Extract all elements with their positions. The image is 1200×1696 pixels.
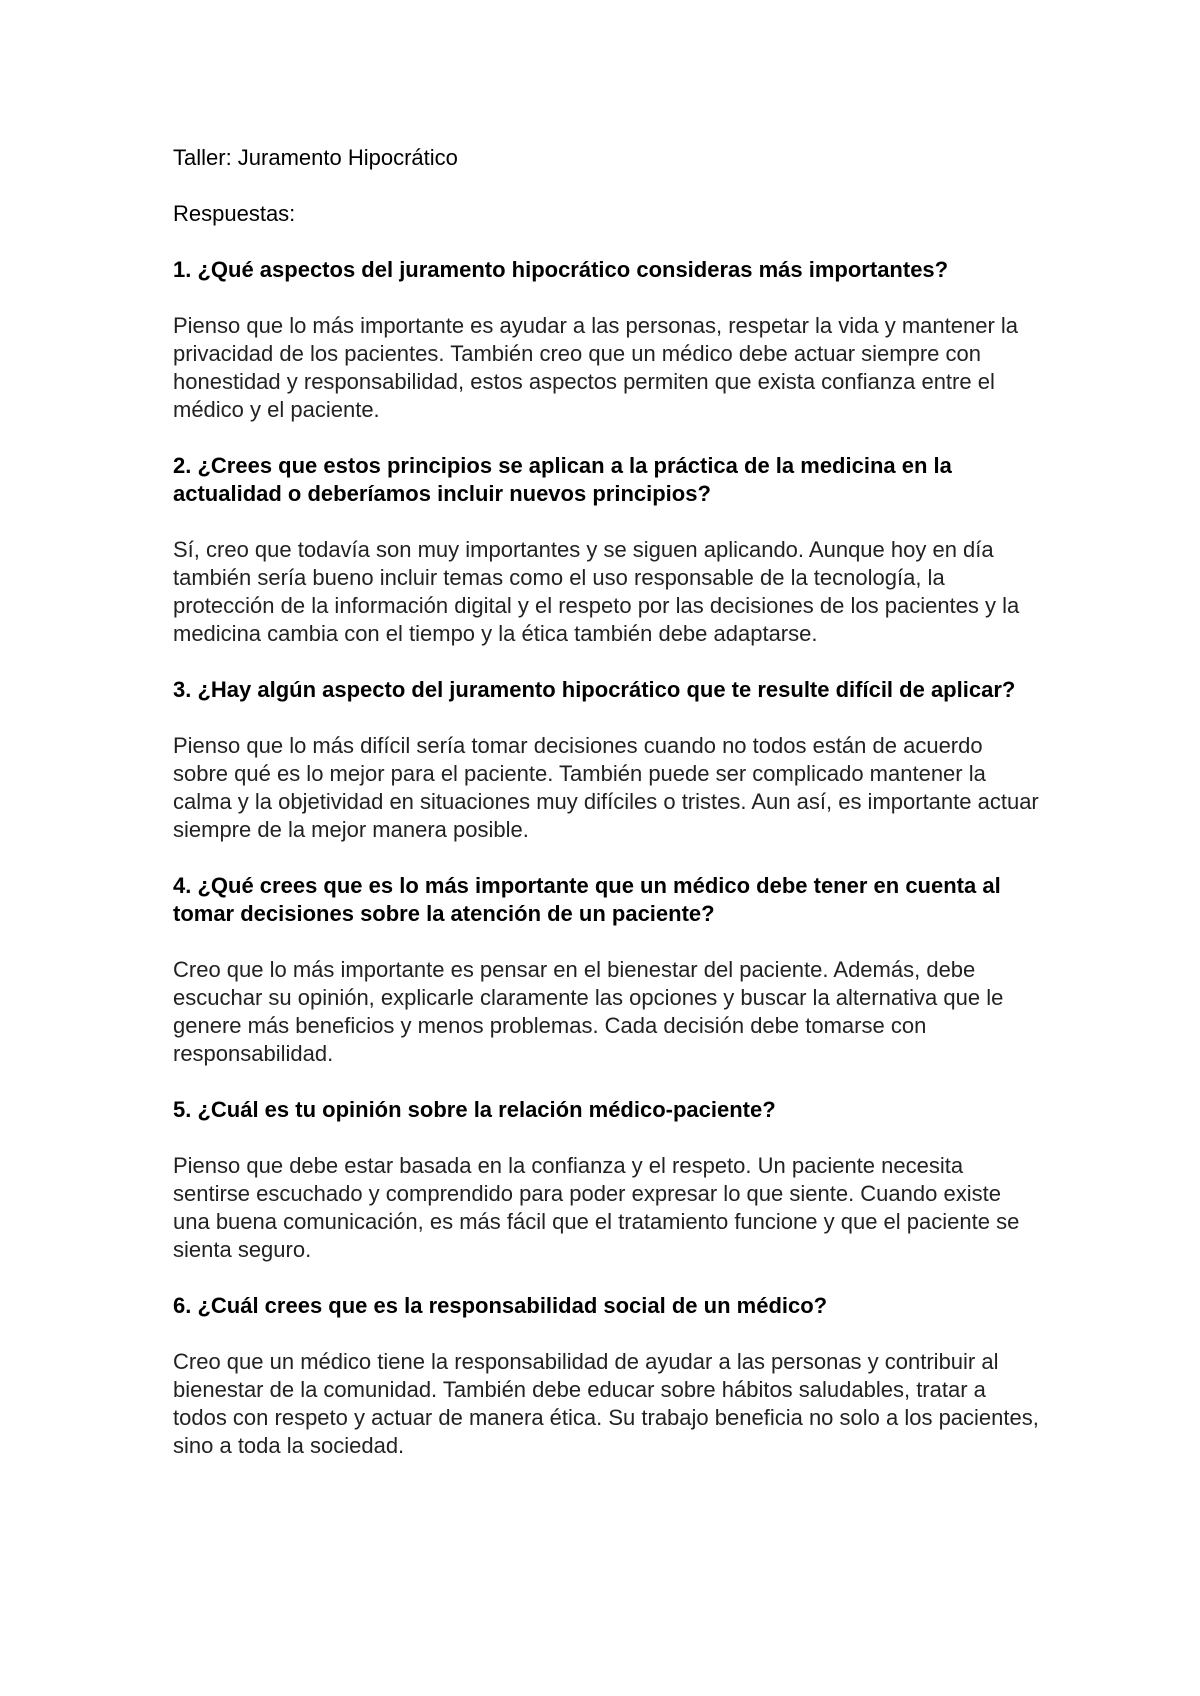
question-3: 3. ¿Hay algún aspecto del juramento hipocrático que te resulte difícil de aplicar? xyxy=(173,677,1016,702)
document-body xyxy=(173,144,1043,1460)
answers-heading: Respuestas: xyxy=(173,201,296,226)
question-6: 6. ¿Cuál crees que es la responsabilidad social de un médico? xyxy=(173,1293,828,1318)
question-1: 1. ¿Qué aspectos del juramento hipocrático consideras más importantes? xyxy=(173,257,949,282)
document-title: Taller: Juramento Hipocrático xyxy=(173,145,458,170)
answer-2: Sí, creo que todavía son muy importantes y se siguen aplicando. Aunque hoy en día también sería bueno incluir temas como el uso responsable de la tecnología, la protección de la información digital y el respeto por las decisiones de los pacientes y la medicina cambia con el tiempo y la ética también debe adaptarse. xyxy=(173,537,1020,646)
answer-4: Creo que lo más importante es pensar en el bienestar del paciente. Además, debe escuchar su opinión, explicarle claramente las opciones y buscar la alternativa que le genere más beneficios y menos problemas. Cada decisión debe tomarse con responsabilidad. xyxy=(173,957,1004,1066)
question-5: 5. ¿Cuál es tu opinión sobre la relación médico-paciente? xyxy=(173,1097,776,1122)
question-4: 4. ¿Qué crees que es lo más importante que un médico debe tener en cuenta al tomar decisiones sobre la atención de un paciente? xyxy=(173,873,1001,926)
question-2: 2. ¿Crees que estos principios se aplican a la práctica de la medicina en la actualidad o deberíamos incluir nuevos principios? xyxy=(173,453,952,506)
answer-6: Creo que un médico tiene la responsabilidad de ayudar a las personas y contribuir al bienestar de la comunidad. También debe educar sobre hábitos saludables, tratar a todos con respeto y actuar de manera ética. Su trabajo beneficia no solo a los pacientes, sino a toda la sociedad. xyxy=(173,1349,1039,1458)
answer-1: Pienso que lo más importante es ayudar a las personas, respetar la vida y mantener la privacidad de los pacientes. También creo que un médico debe actuar siempre con honestidad y responsabilidad, estos aspectos permiten que exista confianza entre el médico y el paciente. xyxy=(173,313,1019,422)
answer-5: Pienso que debe estar basada en la confianza y el respeto. Un paciente necesita sentirse escuchado y comprendido para poder expresar lo que siente. Cuando existe una buena comunicación, es más fácil que el tratamiento funcione y que el paciente se sienta seguro. xyxy=(173,1153,1020,1262)
answer-3: Pienso que lo más difícil sería tomar decisiones cuando no todos están de acuerdo sobre qué es lo mejor para el paciente. También puede ser complicado mantener la calma y la objetividad en situaciones muy difíciles o tristes. Aun así, es importante actuar siempre de la mejor manera posible. xyxy=(173,733,1039,842)
